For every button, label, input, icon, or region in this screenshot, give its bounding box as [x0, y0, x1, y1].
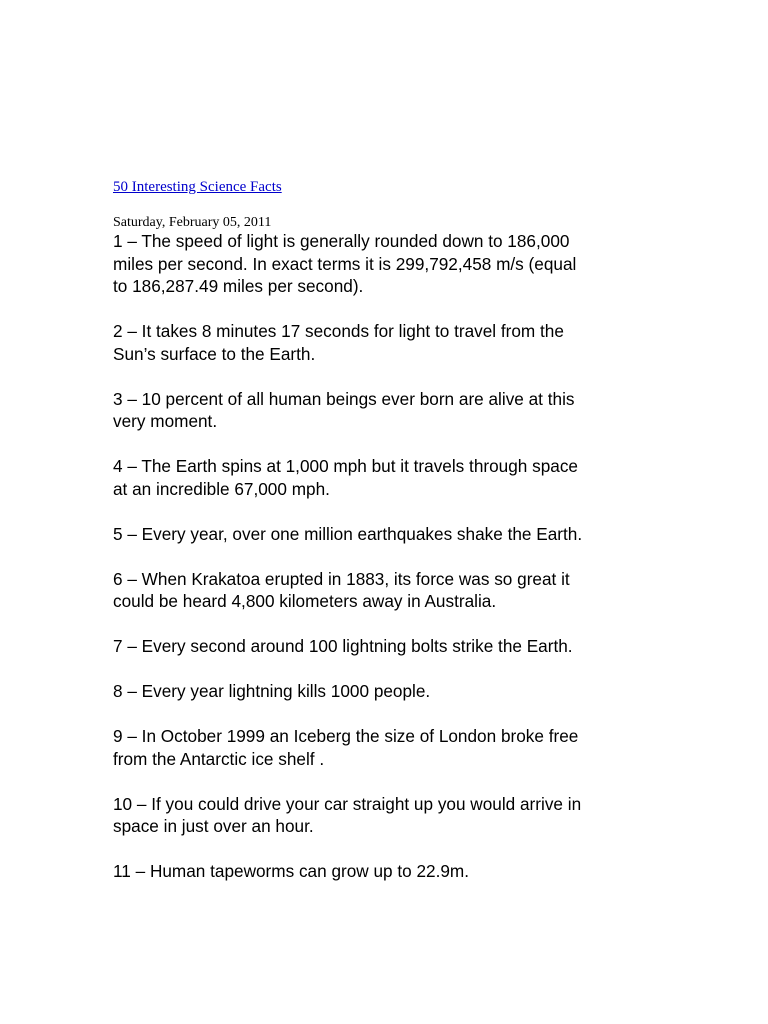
fact-item: 6 – When Krakatoa erupted in 1883, its force was so great it could be heard 4,800 kilometers away in Australia. — [113, 568, 570, 611]
fact-item: 7 – Every second around 100 lightning bolts strike the Earth. — [113, 636, 573, 656]
fact-item: 8 – Every year lightning kills 1000 people. — [113, 681, 431, 701]
fact-item: 4 – The Earth spins at 1,000 mph but it travels through space at an incredible 67,000 mph. — [113, 456, 578, 499]
fact-item: 3 – 10 percent of all human beings ever born are alive at this very moment. — [113, 388, 575, 431]
fact-item: 1 – The speed of light is generally rounded down to 186,000 miles per second. In exact terms it is 299,792,458 m/s (equal to 186,287.49 miles per second). — [113, 231, 577, 296]
fact-item: 11 – Human tapeworms can grow up to 22.9m. — [113, 861, 470, 881]
fact-item: 2 – It takes 8 minutes 17 seconds for light to travel from the Sun’s surface to the Earth. — [113, 321, 564, 364]
post-date: Saturday, February 05, 2011 — [113, 215, 272, 230]
post-title-link[interactable]: 50 Interesting Science Facts — [113, 179, 282, 195]
fact-item: 5 – Every year, over one million earthquakes shake the Earth. — [113, 523, 583, 544]
facts-list — [113, 230, 658, 883]
document-page — [113, 178, 658, 905]
fact-item: 10 – If you could drive your car straight up you would arrive in space in just over an hour. — [113, 793, 582, 836]
fact-item: 9 – In October 1999 an Iceberg the size of London broke free from the Antarctic ice shelf . — [113, 726, 579, 769]
